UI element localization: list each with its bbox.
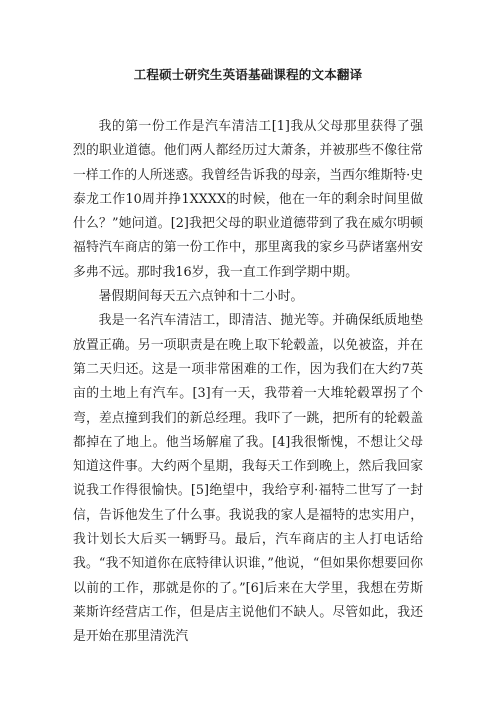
document-title: 工程硕士研究生英语基础课程的文本翻译 bbox=[133, 67, 363, 82]
paragraph-3: 我是一名汽车清洁工，即清洁、抛光等。并确保纸质地垫放置正确。另一项职责是在晚上取下轮毂盖，以免被盗，并在第二天归还。这是一项非常困难的工作，因为我们在大约7英亩的土地上有汽车。[3]有一天，我带着一大堆轮毂罩拐了个弯，差点撞到我们的新总经理。我吓了一跳，把所有的轮毂盖都掉在了地上。他当场解雇了我。[4]我很惭愧，不想让父母知道这件事。大约两个星期，我每天工作到晚上，然后我回家说我工作得很愉快。[5]绝望中，我给亨利·福特二世写了一封信，告诉他发生了什么事。我说我的家人是福特的忠实用户，我计划长大后买一辆野马。最后，汽车商店的主人打电话给我。“我不知道你在底特律认识谁，”他说，“但如果你想要回你以前的工作，那就是你的了。”[6]后来在大学里，我想在劳斯莱斯许经营店工作，但是店主说他们不缺人。尽管如此，我还是开始在那里清洗汽 bbox=[73, 313, 423, 645]
paragraph-2: 暑假期间每天五六点钟和十二小时。 bbox=[98, 289, 304, 305]
paragraph-1: 我的第一份工作是汽车清洁工[1]我从父母那里获得了强烈的职业道德。他们两人都经历过大萧条，并被那些不像往常一样工作的人所迷惑。我曾经告诉我的母亲，当西尔维斯特·史泰龙工作10周并挣1XXXX的时候，他在一年的剩余时间里做什么？”她问道。[2]我把父母的职业道德带到了我在威尔明顿福特汽车商店的第一份工作中，那里离我的家乡马萨诸塞州安多弗不远。那时我16岁，我一直工作到学期中期。 bbox=[73, 119, 423, 280]
document-body bbox=[73, 115, 423, 650]
